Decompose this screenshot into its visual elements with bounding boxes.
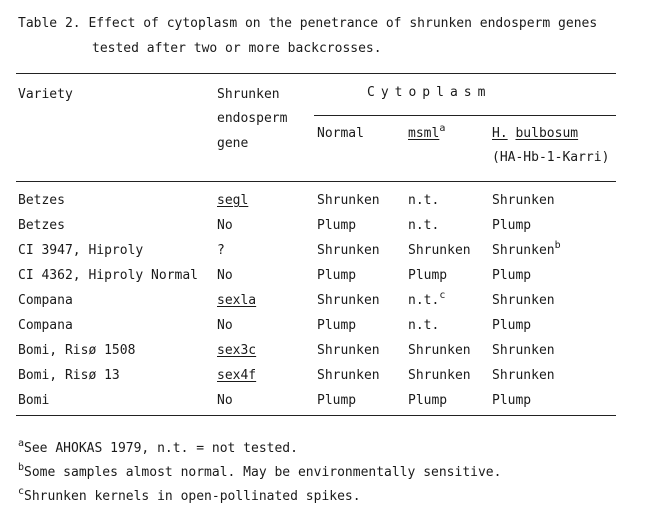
cell-hb-text: Plump bbox=[492, 218, 532, 233]
header-hb-genus: H. bbox=[492, 126, 508, 141]
cell-msml bbox=[408, 393, 447, 409]
cell-hb-text: Plump bbox=[492, 393, 532, 408]
cell-normal-text: Shrunken bbox=[317, 343, 380, 358]
cell-variety bbox=[18, 268, 198, 284]
header-variety: Variety bbox=[18, 87, 73, 102]
header-cytoplasm: Cytoplasm bbox=[367, 85, 492, 100]
cell-normal bbox=[317, 393, 356, 409]
cell-variety bbox=[18, 343, 135, 359]
cell-normal bbox=[317, 268, 356, 284]
cell-normal bbox=[317, 318, 356, 334]
footnote-mark: a bbox=[18, 438, 25, 449]
cell-gene bbox=[217, 293, 256, 309]
cell-gene bbox=[217, 318, 233, 334]
cell-msml bbox=[408, 343, 471, 359]
header-msml-label: msml bbox=[408, 126, 440, 141]
cell-gene-text: segl bbox=[217, 193, 249, 208]
cell-hb-text: Shrunken bbox=[492, 293, 555, 308]
footnote-text: Shrunken kernels in open-pollinated spikes. bbox=[24, 489, 361, 504]
header-msml bbox=[408, 123, 446, 143]
cell-msml-text: Plump bbox=[408, 268, 448, 283]
cell-hb-text: Shrunken bbox=[492, 343, 555, 358]
cell-hb bbox=[492, 218, 531, 234]
cell-gene-text: sex3c bbox=[217, 343, 257, 358]
cell-hb bbox=[492, 240, 561, 260]
cell-hb bbox=[492, 368, 555, 384]
cell-msml-text: n.t. bbox=[408, 193, 440, 208]
cell-hb bbox=[492, 193, 555, 209]
cell-variety bbox=[18, 368, 120, 384]
cell-gene-text: No bbox=[217, 268, 233, 283]
cell-normal-text: Shrunken bbox=[317, 368, 380, 383]
cell-variety-text: Betzes bbox=[18, 218, 65, 233]
cell-hb-text: Plump bbox=[492, 268, 532, 283]
cell-msml bbox=[408, 318, 439, 334]
cell-hb bbox=[492, 293, 555, 309]
table-caption-line2: tested after two or more backcrosses. bbox=[92, 41, 382, 56]
cell-gene-text: No bbox=[217, 393, 233, 408]
cell-normal bbox=[317, 218, 356, 234]
bottom-rule bbox=[16, 415, 616, 416]
cell-gene-text: No bbox=[217, 218, 233, 233]
cell-variety-text: Compana bbox=[18, 293, 73, 308]
footnote bbox=[18, 438, 298, 458]
cell-normal-text: Shrunken bbox=[317, 243, 380, 258]
cell-variety-text: Betzes bbox=[18, 193, 65, 208]
cell-msml-text: Shrunken bbox=[408, 368, 471, 383]
cell-hb-footnote-mark: b bbox=[554, 240, 561, 251]
cell-normal-text: Shrunken bbox=[317, 293, 380, 308]
cell-msml-text: Shrunken bbox=[408, 343, 471, 358]
cell-gene bbox=[217, 343, 256, 359]
top-rule bbox=[16, 73, 616, 74]
cell-msml bbox=[408, 268, 447, 284]
cell-gene bbox=[217, 368, 256, 384]
cell-msml bbox=[408, 218, 439, 234]
header-hb bbox=[492, 126, 578, 142]
table-caption-line1: Table 2. Effect of cytoplasm on the penetrance of shrunken endosperm genes bbox=[18, 16, 598, 31]
footnote bbox=[18, 486, 361, 506]
cell-gene bbox=[217, 193, 248, 209]
cell-hb-text: Shrunken bbox=[492, 368, 555, 383]
cell-variety-text: Bomi, Risø 1508 bbox=[18, 343, 136, 358]
footnote-text: Some samples almost normal. May be environmentally sensitive. bbox=[24, 465, 502, 480]
cell-variety bbox=[18, 218, 65, 234]
cell-hb bbox=[492, 393, 531, 409]
cell-normal-text: Plump bbox=[317, 318, 357, 333]
cell-normal-text: Plump bbox=[317, 268, 357, 283]
cell-variety bbox=[18, 393, 49, 409]
cell-gene-text: ? bbox=[217, 243, 225, 258]
cell-gene-text: sex4f bbox=[217, 368, 257, 383]
cytoplasm-subrule bbox=[314, 115, 616, 116]
cell-variety-text: Compana bbox=[18, 318, 73, 333]
cell-normal bbox=[317, 293, 380, 309]
cell-hb-text: Plump bbox=[492, 318, 532, 333]
cell-gene bbox=[217, 243, 225, 259]
cell-hb-text: Shrunken bbox=[492, 193, 555, 208]
cell-msml-footnote-mark: c bbox=[439, 290, 446, 301]
cell-variety bbox=[18, 243, 143, 259]
cell-normal bbox=[317, 243, 380, 259]
cell-hb bbox=[492, 318, 531, 334]
cell-gene-text: sexla bbox=[217, 293, 257, 308]
cell-variety-text: CI 3947, Hiproly bbox=[18, 243, 144, 258]
footnote-mark: c bbox=[18, 486, 25, 497]
cell-msml-text: n.t. bbox=[408, 293, 440, 308]
cell-variety bbox=[18, 318, 73, 334]
cell-gene-text: No bbox=[217, 318, 233, 333]
header-msml-footnote-mark: a bbox=[439, 123, 446, 134]
header-gene-line2: endosperm bbox=[217, 111, 288, 126]
cell-msml bbox=[408, 243, 471, 259]
cell-variety-text: CI 4362, Hiproly Normal bbox=[18, 268, 199, 283]
cell-variety bbox=[18, 193, 65, 209]
cell-msml bbox=[408, 368, 471, 384]
cell-msml bbox=[408, 193, 439, 209]
cell-normal-text: Plump bbox=[317, 218, 357, 233]
cell-variety bbox=[18, 293, 73, 309]
cell-gene bbox=[217, 393, 233, 409]
footnote-text: See AHOKAS 1979, n.t. = not tested. bbox=[24, 441, 298, 456]
cell-gene bbox=[217, 218, 233, 234]
cell-msml-text: Shrunken bbox=[408, 243, 471, 258]
cell-msml bbox=[408, 290, 446, 310]
header-hb-sub: (HA-Hb-1-Karri) bbox=[492, 150, 610, 165]
cell-normal bbox=[317, 343, 380, 359]
cell-variety-text: Bomi, Risø 13 bbox=[18, 368, 120, 383]
header-gene-line1: Shrunken bbox=[217, 87, 280, 102]
header-normal: Normal bbox=[317, 126, 364, 141]
cell-normal bbox=[317, 193, 380, 209]
cell-hb-text: Shrunken bbox=[492, 243, 555, 258]
cell-hb bbox=[492, 268, 531, 284]
cell-normal bbox=[317, 368, 380, 384]
footnote bbox=[18, 462, 502, 482]
cell-msml-text: n.t. bbox=[408, 318, 440, 333]
header-bottom-rule bbox=[16, 181, 616, 182]
cell-variety-text: Bomi bbox=[18, 393, 50, 408]
cell-normal-text: Plump bbox=[317, 393, 357, 408]
cell-gene bbox=[217, 268, 233, 284]
cell-msml-text: Plump bbox=[408, 393, 448, 408]
cell-hb bbox=[492, 343, 555, 359]
footnote-mark: b bbox=[18, 462, 25, 473]
header-gene-line3: gene bbox=[217, 136, 249, 151]
cell-normal-text: Shrunken bbox=[317, 193, 380, 208]
cell-msml-text: n.t. bbox=[408, 218, 440, 233]
header-hb-species: bulbosum bbox=[515, 126, 579, 141]
